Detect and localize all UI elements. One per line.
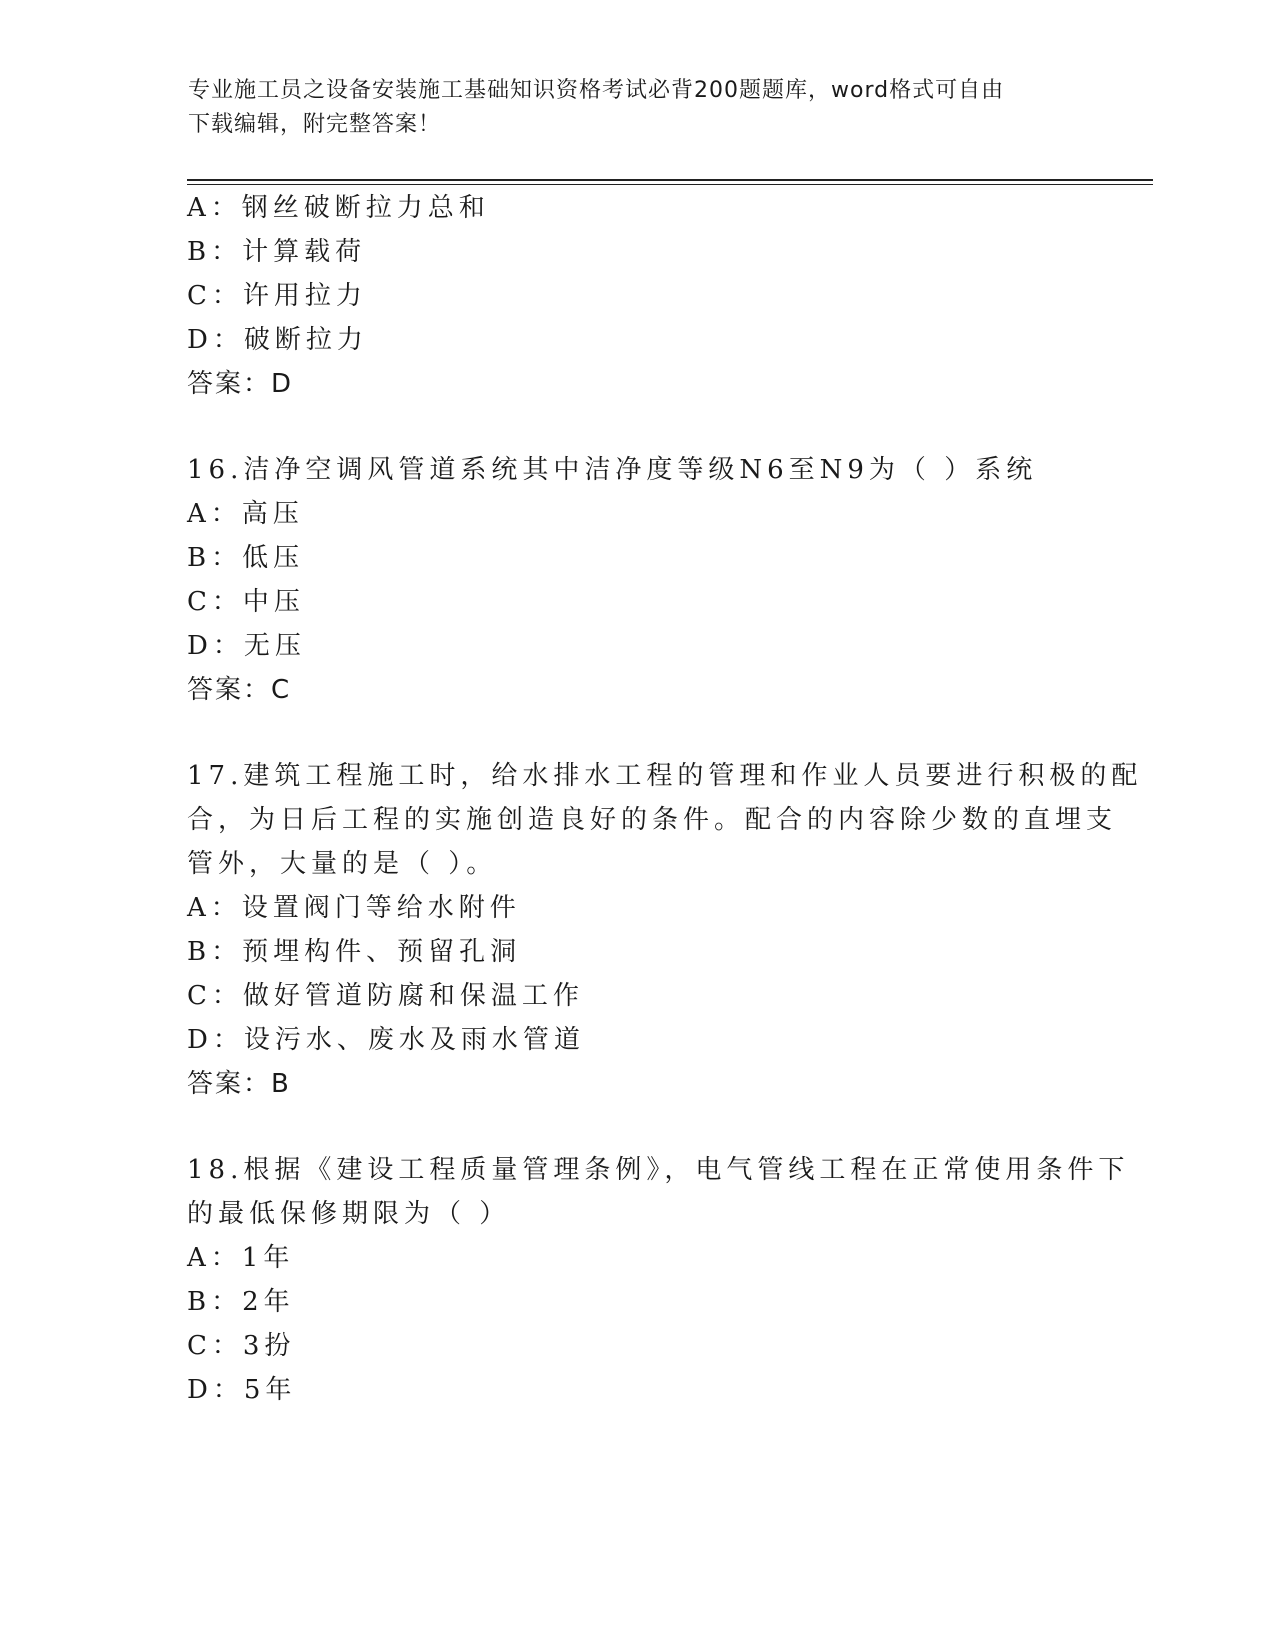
q18-option-c: C：3扮	[187, 1331, 296, 1361]
q17-option-d: D：设污水、废水及雨水管道	[187, 1025, 585, 1055]
header-line-2: 下载编辑，附完整答案！	[188, 112, 442, 137]
q16-option-b: B：低压	[187, 543, 305, 573]
q17-stem-line-3: 管外，大量的是（ ）。	[187, 849, 498, 879]
q16-stem-line-1: 16.洁净空调风管道系统其中洁净度等级N6至N9为（ ）系统	[187, 455, 1038, 485]
q17-answer: 答案：B	[187, 1069, 291, 1099]
q16-option-a: A：高压	[187, 499, 304, 529]
q18-stem-line-1: 18.根据《建设工程质量管理条例》，电气管线工程在正常使用条件下	[187, 1155, 1130, 1185]
header-divider-thick	[187, 179, 1153, 181]
q15-option-d: D：破断拉力	[187, 325, 368, 355]
q17-stem-line-1: 17.建筑工程施工时，给水排水工程的管理和作业人员要进行积极的配	[187, 761, 1143, 791]
q18-option-a: A：1年	[187, 1243, 295, 1273]
q16-answer: 答案：C	[187, 675, 292, 705]
q15-option-b: B：计算载荷	[187, 237, 367, 267]
header-line-1: 专业施工员之设备安装施工基础知识资格考试必背200题题库，word格式可自由	[188, 78, 1005, 103]
header-divider-thin	[187, 184, 1153, 185]
q17-stem-line-2: 合，为日后工程的实施创造良好的条件。配合的内容除少数的直埋支	[187, 805, 1118, 835]
q15-option-a: A：钢丝破断拉力总和	[187, 193, 490, 223]
document-header	[188, 74, 1088, 142]
q17-option-c: C：做好管道防腐和保温工作	[187, 981, 584, 1011]
q17-option-b: B：预埋构件、预留孔洞	[187, 937, 522, 967]
q16-option-d: D：无压	[187, 631, 306, 661]
q17-option-a: A：设置阀门等给水附件	[187, 893, 521, 923]
q18-stem-line-2: 的最低保修期限为（ ）	[187, 1199, 511, 1229]
q15-option-c: C：许用拉力	[187, 281, 367, 311]
q18-option-b: B：2年	[187, 1287, 295, 1317]
q18-option-d: D：5年	[187, 1375, 297, 1405]
q15-answer: 答案：D	[187, 369, 294, 399]
q16-option-c: C：中压	[187, 587, 305, 617]
